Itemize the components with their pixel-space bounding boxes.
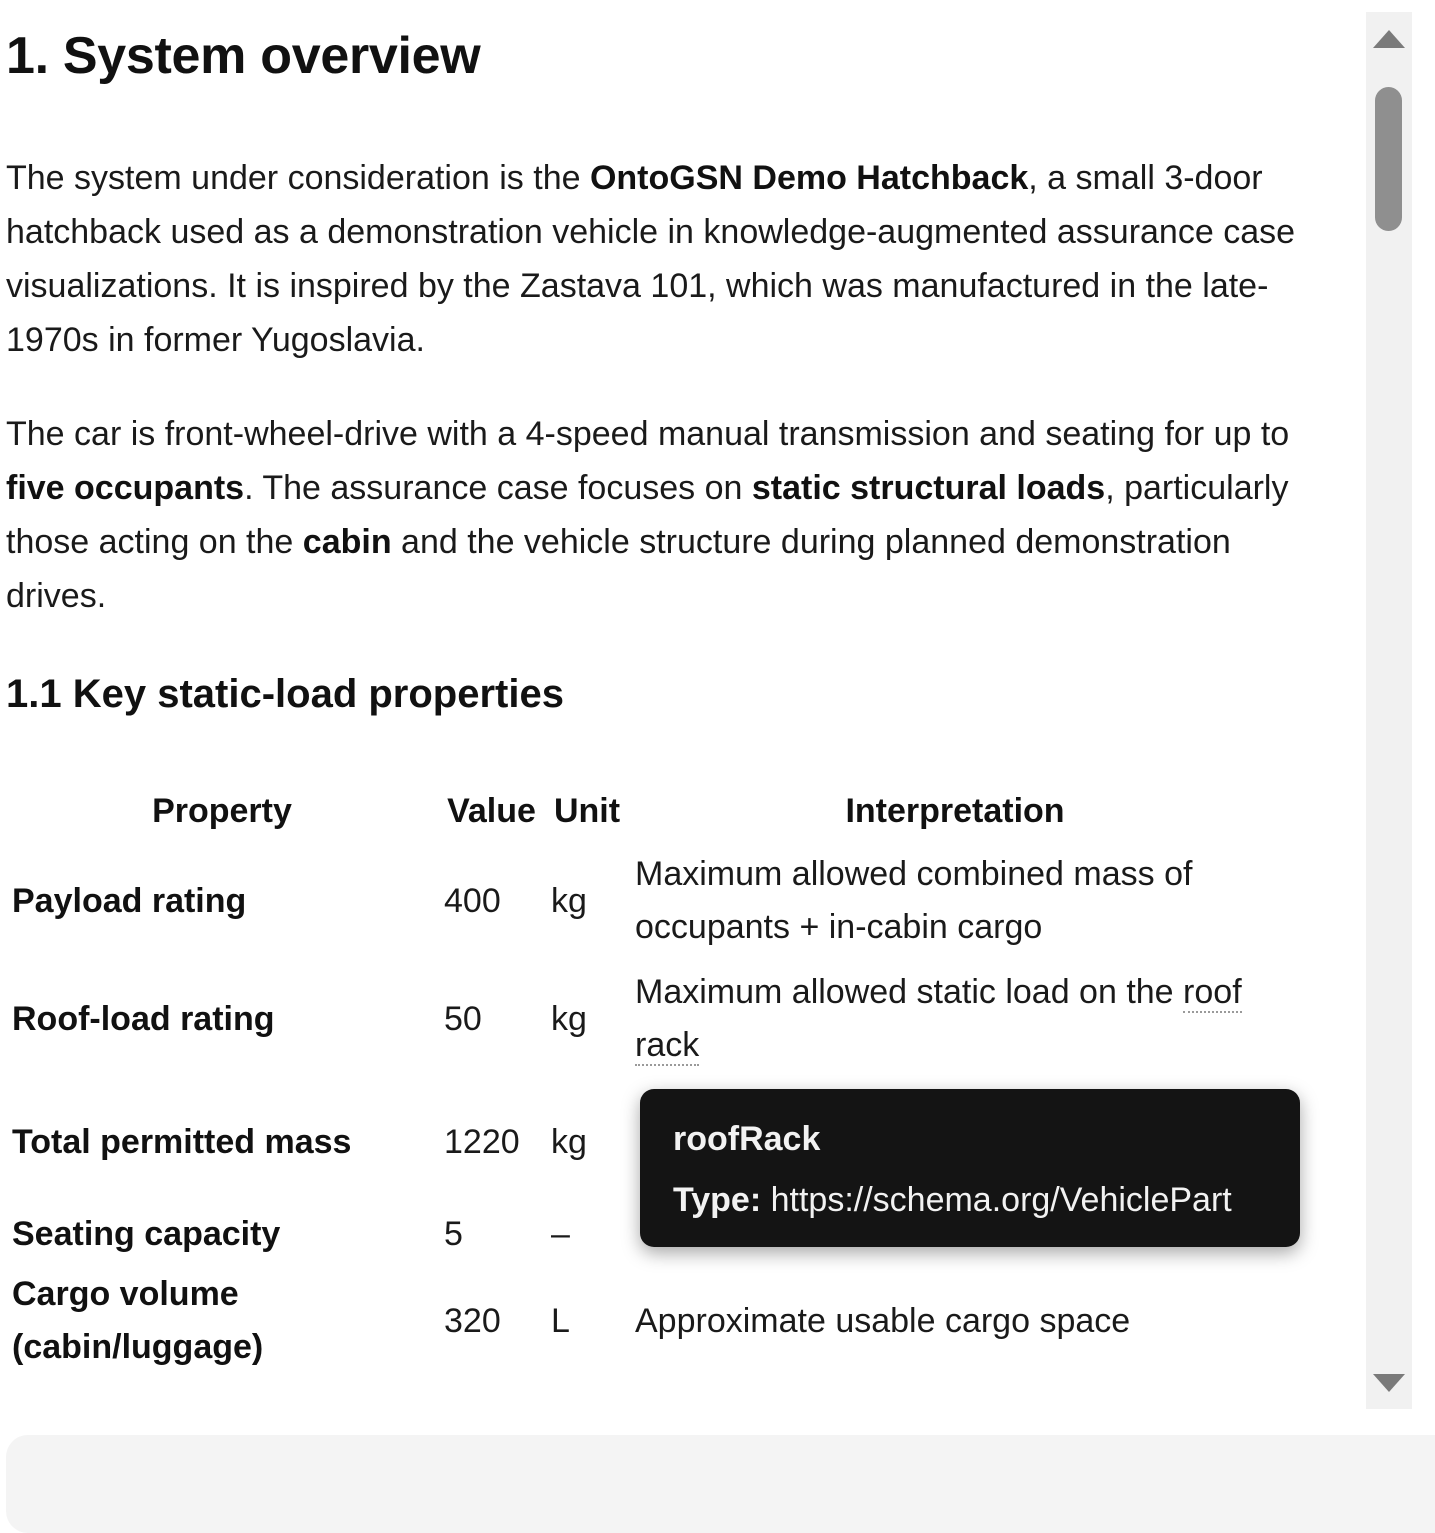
table-row [6,842,1281,960]
cell-unit: kg [551,999,587,1038]
table-header-row [6,780,1281,842]
cell-unit: kg [551,881,587,920]
cell-unit: L [551,1301,570,1340]
text-run: , a small 3-door hatchback used as a demonstration vehicle in knowledge-augmented assurance case visualizations. It is inspired by the Zastava 101, which was manufactured in the late-1970s in former Yugoslavia. [6,159,1296,359]
tooltip-title: roofRack [673,1120,821,1158]
section-title: 1. System overview [6,27,481,85]
subsection-title: 1.1 Key static-load properties [6,672,564,716]
scroll-down-arrow-icon[interactable] [1373,1374,1405,1392]
scrollbar-thumb[interactable] [1375,87,1402,231]
tooltip-type-value: https://schema.org/VehiclePart [770,1181,1232,1219]
table-row [6,1262,1281,1380]
cell-value: 320 [444,1301,501,1340]
overview-paragraph-1 [6,151,1336,367]
cell-property: Seating capacity [12,1214,281,1253]
cell-interpretation [629,960,1281,1078]
text-run: and the vehicle structure during planned demonstration drives. [6,523,1231,615]
tooltip-type-row [673,1181,1268,1220]
occupants-highlight: five occupants [6,469,245,507]
static-load-properties-table [6,780,1281,1380]
interpretation-text: Maximum allowed static load on the [635,973,1184,1011]
vehicle-name-highlight: OntoGSN Demo Hatchback [589,159,1029,197]
cell-value: 5 [444,1214,463,1253]
header-value: Value [447,791,536,830]
cell-property: Cargo volume (cabin/luggage) [12,1275,264,1366]
entity-tooltip [640,1089,1300,1247]
cell-unit: kg [551,1122,587,1161]
cell-value: 400 [444,881,501,920]
cell-interpretation: Maximum allowed combined mass of occupants + in-cabin cargo [635,855,1193,946]
text-run: , particularly those acting on the [6,469,1289,561]
header-interpretation: Interpretation [845,791,1065,830]
cell-value: 1220 [444,1122,520,1161]
vertical-scrollbar[interactable] [1366,12,1412,1409]
roof-rack-annotation-link[interactable]: roof rack [635,973,1242,1064]
text-run: The car is front-wheel-drive with a 4-speed manual transmission and seating for up to [6,415,1290,453]
text-run: . The assurance case focuses on [244,469,752,507]
cell-property: Total permitted mass [12,1122,352,1161]
cell-property: Payload rating [12,881,247,920]
static-loads-highlight: static structural loads [751,469,1106,507]
table-row [6,960,1281,1078]
cell-interpretation: Approximate usable cargo space [635,1301,1131,1340]
tooltip-type-label: Type: [673,1181,762,1219]
text-run: The system under consideration is the [6,159,590,197]
cabin-highlight: cabin [302,523,392,561]
cell-property: Roof-load rating [12,999,275,1038]
header-property: Property [152,791,292,830]
overview-paragraph-2 [6,407,1336,623]
cell-value: 50 [444,999,482,1038]
header-unit: Unit [553,791,621,830]
bottom-panel [6,1435,1435,1533]
scroll-up-arrow-icon[interactable] [1373,30,1405,48]
cell-unit: – [551,1214,570,1253]
